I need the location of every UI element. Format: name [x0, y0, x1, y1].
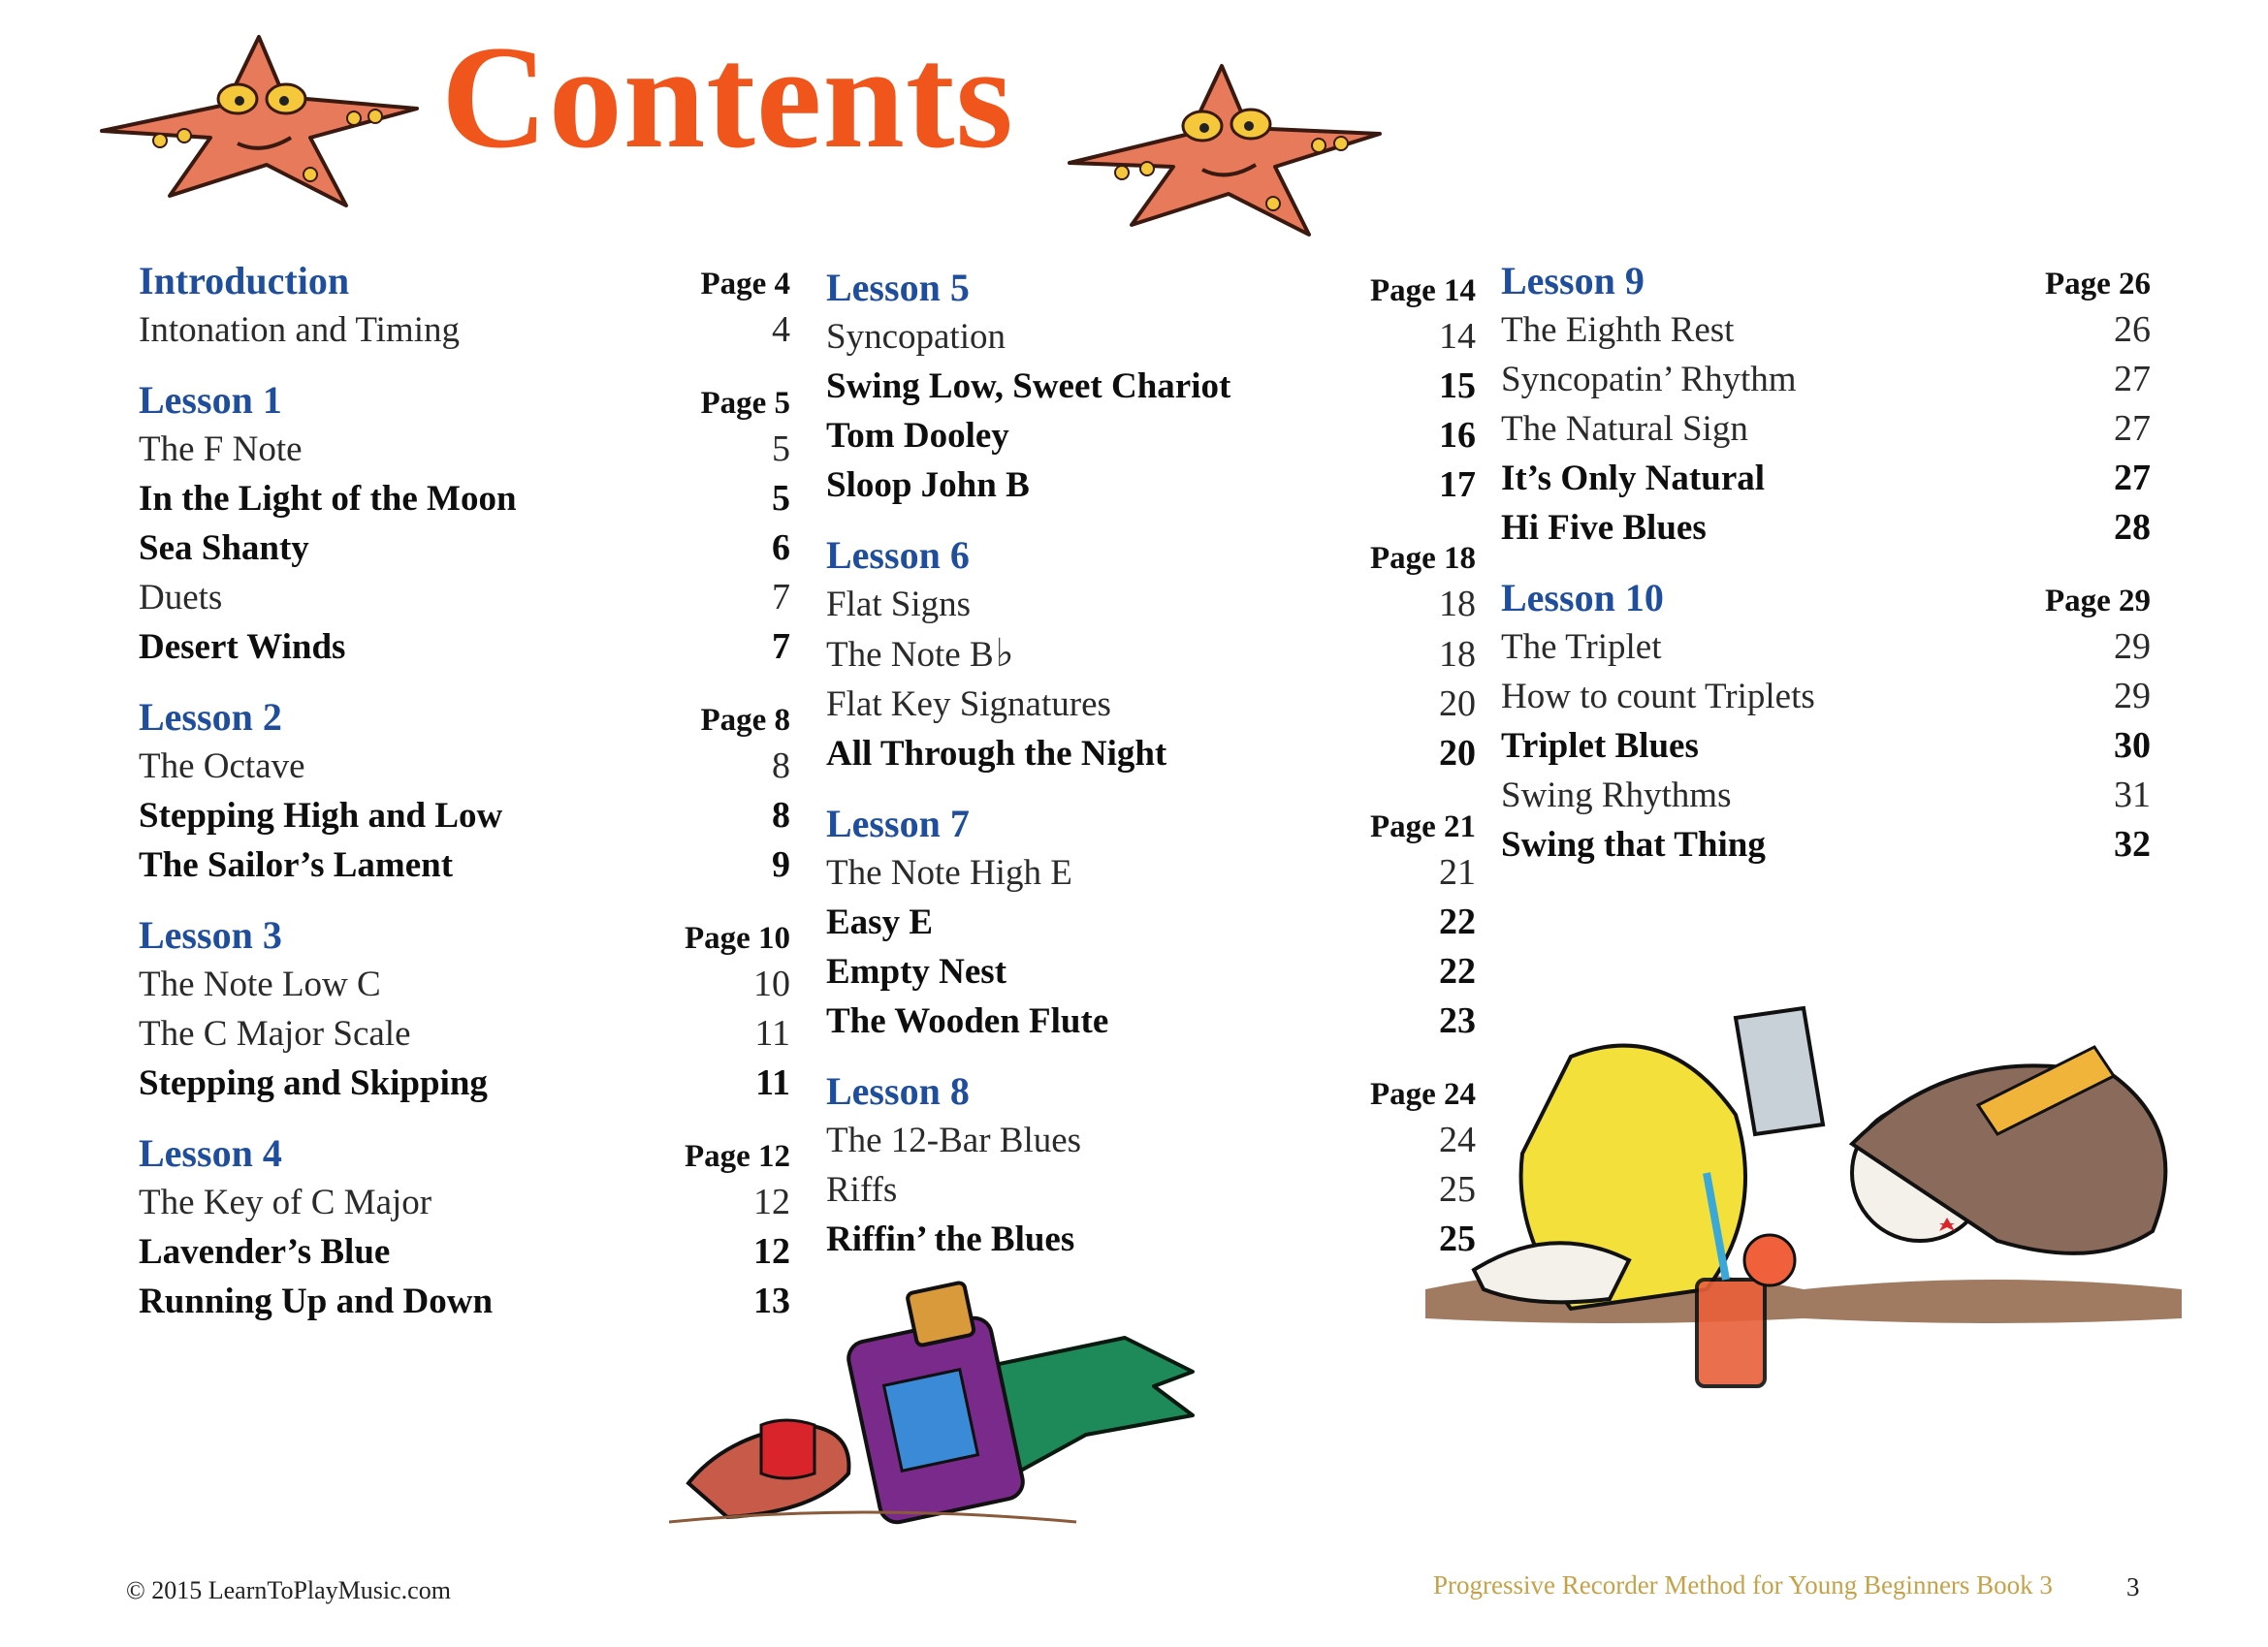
entry-title — [139, 841, 453, 890]
entry-title — [139, 1228, 390, 1277]
entry-page-number: 14 — [1439, 316, 1476, 357]
entry-page-number: 20 — [1439, 683, 1476, 724]
section-page-label: Page 21 — [1369, 809, 1476, 844]
entry-title — [1501, 455, 1765, 503]
entry-page-number: 16 — [1439, 415, 1476, 456]
entry-title-text: The Octave — [139, 746, 305, 786]
entry-page-number: 7 — [772, 577, 790, 618]
section-heading: Lesson 3 — [139, 913, 282, 957]
section-heading: Lesson 8 — [826, 1069, 970, 1113]
toc-entry — [139, 1227, 790, 1277]
toc-entry — [826, 680, 1476, 729]
entry-page-number: 17 — [1439, 464, 1476, 505]
entry-page-number: 18 — [1439, 634, 1476, 675]
entry-title — [826, 948, 1006, 997]
section-heading-row — [139, 693, 790, 742]
section-heading-row — [826, 1067, 1476, 1116]
section-heading: Lesson 5 — [826, 266, 970, 309]
section-page-label: Page 10 — [684, 921, 790, 956]
toc-entry — [139, 1178, 790, 1227]
entry-page-number: 27 — [2114, 458, 2151, 498]
entry-page-number: 11 — [754, 1013, 790, 1054]
entry-title-text: The F Note — [139, 429, 303, 469]
entry-title-text: Desert Winds — [139, 627, 346, 667]
entry-page-number: 8 — [772, 745, 790, 786]
toc-entry — [826, 1165, 1476, 1215]
entry-title-text: The Triplet — [1501, 627, 1662, 667]
entry-page-number: 13 — [753, 1281, 790, 1321]
toc-entry — [826, 411, 1476, 460]
entry-page-number: 12 — [753, 1182, 790, 1222]
entry-title — [139, 1010, 411, 1059]
entry-title — [826, 730, 1166, 778]
toc-section — [139, 376, 790, 672]
toc-entry — [826, 1215, 1476, 1264]
toc-entry — [139, 523, 790, 573]
section-page-label: Page 14 — [1369, 273, 1476, 308]
starfish-left-icon — [92, 29, 427, 213]
entry-title — [826, 412, 1009, 460]
entry-title — [1501, 504, 1707, 553]
entry-page-number: 10 — [753, 964, 790, 1004]
book-title-footer: Progressive Recorder Method for Young Beginners Book 3 — [1433, 1570, 2053, 1599]
entry-title — [139, 743, 305, 791]
entry-title — [1501, 673, 1815, 721]
beach-items-illustration — [669, 1280, 1328, 1561]
entry-page-number: 8 — [772, 795, 790, 836]
section-heading: Lesson 6 — [826, 533, 970, 577]
entry-title — [1501, 821, 1766, 870]
entry-title-text: Swing that Thing — [1501, 825, 1766, 865]
entry-title-text: Flat Key Signatures — [826, 684, 1111, 724]
toc-entry — [139, 791, 790, 840]
toc-entry — [1501, 305, 2151, 355]
section-page-label: Page 12 — [684, 1139, 790, 1174]
entry-title-text: Syncopation — [826, 317, 1006, 357]
entry-page-number: 26 — [2114, 309, 2151, 350]
entry-title — [1501, 405, 1748, 454]
entry-title-text: Sea Shanty — [139, 528, 309, 568]
entry-title — [139, 306, 460, 355]
toc-column-3 — [1501, 257, 2151, 891]
entry-title — [826, 1216, 1074, 1264]
entry-page-number: 24 — [1439, 1120, 1476, 1160]
section-page-label: Page 24 — [1369, 1077, 1476, 1112]
toc-section — [139, 911, 790, 1108]
section-heading-row — [826, 531, 1476, 580]
entry-title-text: Empty Nest — [826, 952, 1007, 992]
entry-page-number: 22 — [1439, 951, 1476, 992]
entry-page-number: 18 — [1439, 584, 1476, 624]
section-heading: Lesson 1 — [139, 378, 282, 422]
toc-section — [1501, 574, 2151, 870]
toc-entry — [139, 425, 790, 474]
page-title: Contents — [441, 16, 1014, 178]
entry-page-number: 5 — [772, 428, 790, 469]
entry-title-text: The Note High E — [826, 853, 1072, 893]
entry-title-text: Flat Signs — [826, 585, 972, 624]
entry-title-text: The Note Low C — [139, 965, 381, 1004]
entry-title-text: The Wooden Flute — [826, 1001, 1109, 1041]
section-page-label: Page 5 — [700, 386, 790, 421]
toc-entry — [1501, 404, 2151, 454]
entry-title-text: Duets — [139, 578, 223, 618]
toc-entry — [826, 580, 1476, 629]
section-heading: Lesson 2 — [139, 695, 282, 739]
toc-entry — [1501, 454, 2151, 503]
toc-entry — [826, 362, 1476, 411]
toc-section — [1501, 257, 2151, 553]
entry-title — [826, 313, 1006, 362]
entry-title-text: Hi Five Blues — [1501, 508, 1707, 548]
toc-section — [139, 693, 790, 890]
toc-section — [139, 257, 790, 355]
entry-title-text: Stepping High and Low — [139, 796, 503, 836]
entry-title — [826, 629, 1014, 680]
entry-page-number: 32 — [2114, 824, 2151, 865]
entry-page-number: 27 — [2114, 359, 2151, 399]
entry-title — [826, 849, 1072, 898]
entry-title-text: Tom Dooley — [826, 416, 1009, 456]
entry-title — [139, 961, 381, 1009]
entry-title — [139, 1060, 488, 1108]
entry-title-text: The C Major Scale — [139, 1014, 411, 1054]
toc-entry — [1501, 503, 2151, 553]
entry-title — [826, 1166, 897, 1215]
entry-title — [826, 998, 1108, 1046]
entry-title-text: Syncopatin’ Rhythm — [1501, 360, 1797, 399]
toc-entry — [826, 312, 1476, 362]
entry-title-text: Lavender’s Blue — [139, 1232, 391, 1272]
entry-title — [826, 363, 1230, 411]
entry-page-number: 9 — [772, 844, 790, 885]
toc-section — [826, 531, 1476, 778]
toc-section — [826, 264, 1476, 510]
entry-title — [826, 899, 933, 947]
entry-title-text: In the Light of the Moon — [139, 479, 517, 519]
entry-title — [139, 475, 517, 523]
section-heading: Lesson 4 — [139, 1131, 282, 1175]
section-heading: Lesson 10 — [1501, 576, 1664, 619]
entry-page-number: 30 — [2114, 725, 2151, 766]
entry-title — [139, 1179, 431, 1227]
entry-title-text: Sloop John B — [826, 465, 1030, 505]
entry-page-number: 12 — [753, 1231, 790, 1272]
toc-entry — [826, 1116, 1476, 1165]
entry-page-number: 29 — [2114, 676, 2151, 716]
toc-entry — [139, 622, 790, 672]
entry-page-number: 21 — [1439, 852, 1476, 893]
toc-section — [826, 1067, 1476, 1264]
entry-page-number: 6 — [772, 527, 790, 568]
entry-title-text: Intonation and Timing — [139, 310, 460, 350]
toc-entry — [826, 997, 1476, 1046]
entry-page-number: 7 — [772, 626, 790, 667]
entry-title — [139, 426, 303, 474]
entry-title-text: The Key of C Major — [139, 1183, 432, 1222]
toc-entry — [1501, 771, 2151, 820]
entry-title — [139, 792, 502, 840]
section-heading-row — [139, 911, 790, 960]
entry-title — [1501, 306, 1734, 355]
entry-title — [826, 581, 971, 629]
entry-title-text: The Sailor’s Lament — [139, 845, 454, 885]
entry-title — [1501, 623, 1662, 672]
toc-entry — [826, 460, 1476, 510]
entry-title-text: Riffin’ the Blues — [826, 1219, 1075, 1259]
entry-title — [826, 681, 1111, 729]
copyright-text: © 2015 LearnToPlayMusic.com — [126, 1576, 451, 1604]
toc-entry — [1501, 721, 2151, 771]
toc-section — [826, 800, 1476, 1046]
entry-title-text: All Through the Night — [826, 734, 1167, 774]
toc-entry — [826, 629, 1476, 680]
entry-page-number: 20 — [1439, 733, 1476, 774]
entry-title-text: How to count Triplets — [1501, 677, 1815, 716]
entry-page-number: 15 — [1439, 365, 1476, 406]
toc-entry — [1501, 355, 2151, 404]
toc-column-1 — [139, 257, 790, 1347]
entry-page-number: 23 — [1439, 1000, 1476, 1041]
entry-title — [1501, 722, 1699, 771]
toc-entry — [1501, 622, 2151, 672]
section-page-label: Page 18 — [1369, 541, 1476, 576]
entry-title — [139, 1278, 493, 1326]
toc-entry — [139, 742, 790, 791]
toc-entry — [139, 1009, 790, 1059]
entry-title-text: The Natural Sign — [1501, 409, 1748, 449]
toc-entry — [1501, 672, 2151, 721]
entry-title — [1501, 356, 1797, 404]
section-page-label: Page 26 — [2044, 267, 2151, 301]
toc-entry — [826, 848, 1476, 898]
section-page-label: Page 29 — [2044, 584, 2151, 618]
entry-title-text: Swing Low, Sweet Chariot — [826, 366, 1231, 406]
entry-title-text: Easy E — [826, 903, 934, 942]
section-heading-row — [826, 800, 1476, 848]
toc-entry — [139, 1059, 790, 1108]
entry-page-number: 29 — [2114, 626, 2151, 667]
entry-title-text: It’s Only Natural — [1501, 459, 1766, 498]
entry-page-number: 27 — [2114, 408, 2151, 449]
entry-title-text: Stepping and Skipping — [139, 1063, 488, 1103]
entry-page-number: 28 — [2114, 507, 2151, 548]
entry-page-number: 4 — [772, 309, 790, 350]
entry-page-number: 5 — [772, 478, 790, 519]
entry-title — [826, 1117, 1081, 1165]
sunbathing-character-illustration — [1416, 998, 2211, 1406]
section-heading-row — [139, 1129, 790, 1178]
section-heading-row — [1501, 574, 2151, 622]
entry-title-text: Triplet Blues — [1501, 726, 1699, 766]
section-page-label: Page 4 — [700, 267, 790, 301]
entry-title — [139, 574, 222, 622]
flat-sign-glyph: ♭ — [995, 631, 1014, 675]
section-heading-row — [826, 264, 1476, 312]
toc-column-2 — [826, 264, 1476, 1285]
toc-entry — [139, 840, 790, 890]
section-heading-row — [139, 376, 790, 425]
section-heading: Introduction — [139, 259, 350, 302]
page-number: 3 — [2126, 1572, 2140, 1601]
toc-entry — [826, 947, 1476, 997]
section-heading: Lesson 9 — [1501, 259, 1645, 302]
entry-title-text: Swing Rhythms — [1501, 776, 1732, 815]
toc-entry — [139, 573, 790, 622]
entry-title — [1501, 772, 1731, 820]
entry-title-text: The Eighth Rest — [1501, 310, 1735, 350]
entry-page-number: 22 — [1439, 902, 1476, 942]
toc-entry — [826, 729, 1476, 778]
section-heading-row — [1501, 257, 2151, 305]
starfish-right-icon — [1062, 58, 1387, 242]
section-heading: Lesson 7 — [826, 802, 970, 845]
entry-title — [139, 524, 309, 573]
entry-title — [826, 461, 1030, 510]
toc-entry — [826, 898, 1476, 947]
toc-entry — [139, 305, 790, 355]
section-heading-row — [139, 257, 790, 305]
entry-title-text: Running Up and Down — [139, 1282, 494, 1321]
entry-title — [139, 623, 345, 672]
entry-page-number: 11 — [755, 1062, 790, 1103]
entry-page-number: 25 — [1439, 1219, 1476, 1259]
entry-page-number: 25 — [1439, 1169, 1476, 1210]
entry-title-text: The 12-Bar Blues — [826, 1121, 1082, 1160]
entry-title-text: Riffs — [826, 1170, 898, 1210]
section-page-label: Page 8 — [700, 703, 790, 738]
entry-title-text: The Note B — [826, 635, 994, 675]
entry-page-number: 31 — [2114, 775, 2151, 815]
toc-entry — [139, 474, 790, 523]
toc-entry — [1501, 820, 2151, 870]
toc-entry — [139, 960, 790, 1009]
